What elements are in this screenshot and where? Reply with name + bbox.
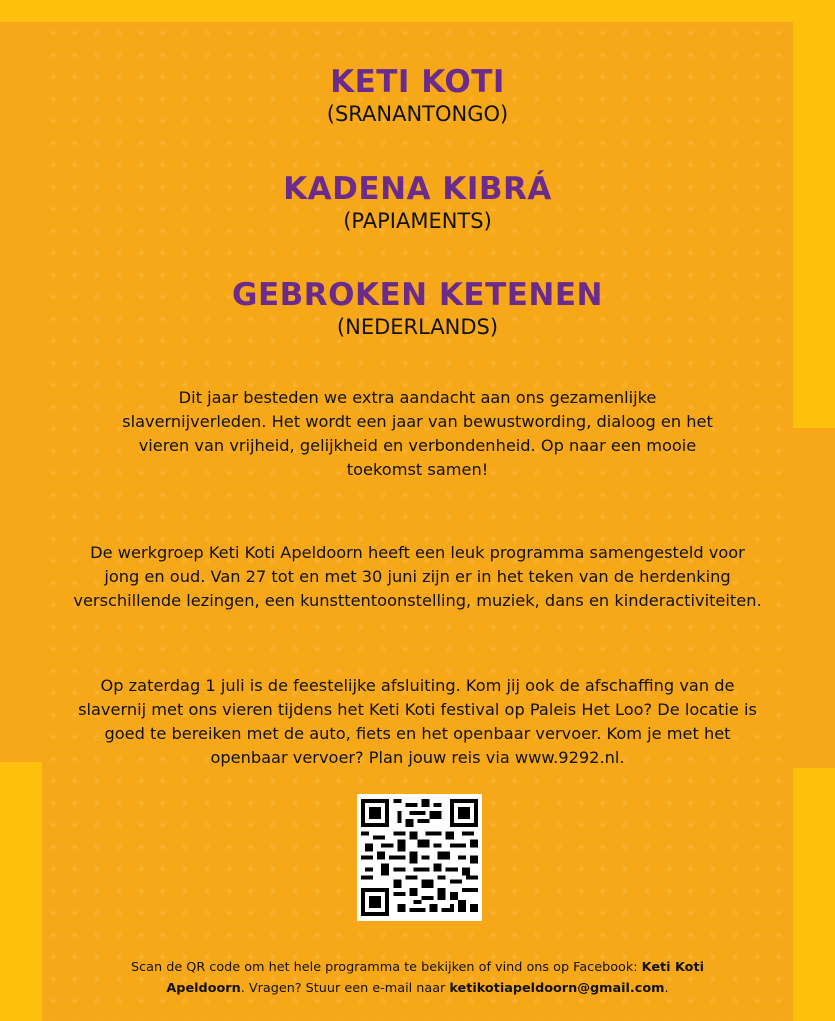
poster — [42, 22, 793, 1021]
heading-title: KADENA KIBRÁ — [283, 171, 552, 207]
heading-title: KETI KOTI — [330, 64, 505, 100]
heading-subtitle: (NEDERLANDS) — [336, 314, 499, 339]
heading-subtitle: (PAPIAMENTS) — [343, 208, 492, 233]
footer-text — [122, 957, 713, 999]
background-extension-left — [0, 22, 42, 762]
heading-subtitle: (SRANANTONGO) — [326, 101, 509, 126]
qr-code-icon[interactable] — [357, 794, 482, 921]
heading-block-sranantongo — [42, 65, 793, 127]
facebook-page-name[interactable]: Keti Koti Apeldoorn — [166, 960, 704, 996]
qr-code-graphic — [361, 798, 478, 917]
closing-paragraph: Op zaterdag 1 juli is de feestelijke afsluiting. Kom jij ook de afschaffing van de slavernij met ons vieren tijdens het Keti Koti festival op Paleis Het Loo? De locatie is goed te bereiken met de auto, fiets en het openbaar vervoer. Kom je met het openbaar vervoer? Plan jouw reis via www.9292.nl. — [78, 676, 757, 767]
intro-paragraph: Dit jaar besteden we extra aandacht aan ons gezamenlijke slavernijverleden. Het wordt een jaar van bewustwording, dialoog en het vieren van vrijheid, gelijkheid en verbondenheid. Op naar een mooie toekomst samen! — [122, 388, 713, 479]
contact-email[interactable]: ketikotiapeldoorn@gmail.com — [449, 981, 665, 996]
footer-text-part: . — [664, 981, 669, 996]
program-paragraph: De werkgroep Keti Koti Apeldoorn heeft een leuk programma samengesteld voor jong en oud. Van 27 tot en met 30 juni zijn er in het teken van de herdenking verschillende lezingen, een kunsttentoonstelling, muziek, dans en kinderactiviteiten. — [73, 543, 762, 610]
heading-block-papiaments — [42, 172, 793, 234]
footer-text-part: Scan de QR code om het hele programma te bekijken of vind ons op Facebook: — [131, 960, 642, 975]
heading-block-nederlands — [42, 278, 793, 340]
heading-title: GEBROKEN KETENEN — [232, 277, 603, 313]
background-extension-right — [793, 428, 835, 768]
footer-text-part: . Vragen? Stuur een e-mail naar — [240, 981, 450, 996]
